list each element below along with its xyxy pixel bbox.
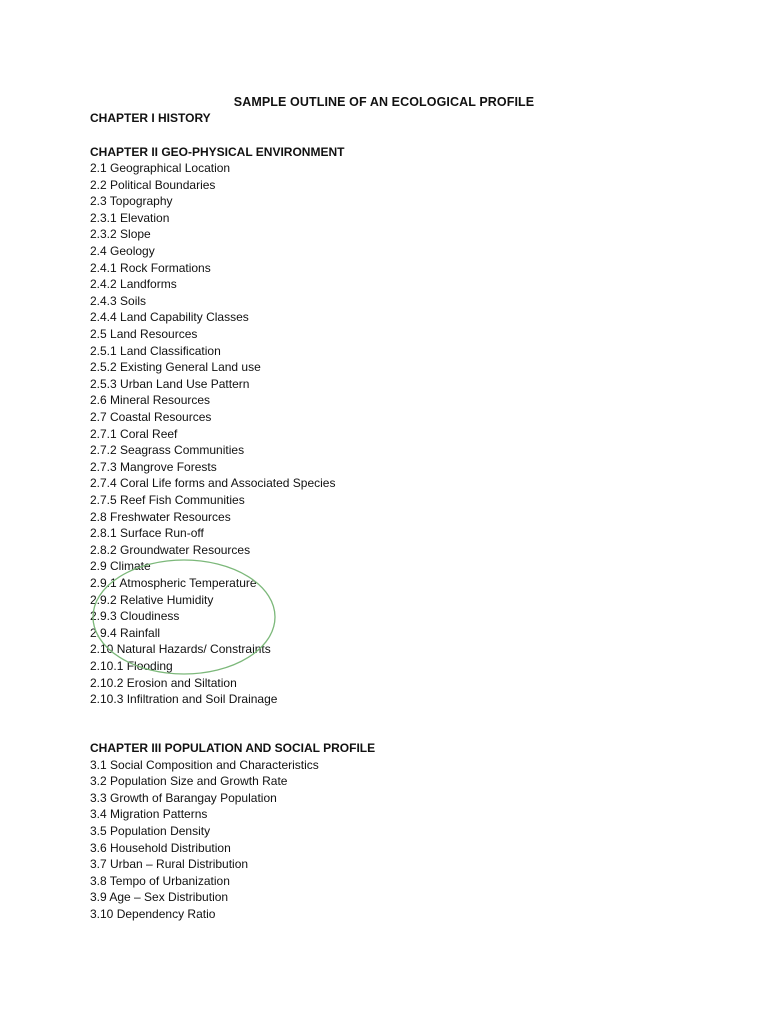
chapter-1-heading: CHAPTER I HISTORY [90,111,211,125]
outline-item-2-5-1: 2.5.1 Land Classification [90,343,221,358]
outline-item-3-4: 3.4 Migration Patterns [90,807,208,822]
outline-item-2-9-1: 2.9.1 Atmospheric Temperature [90,575,257,590]
document-title: SAMPLE OUTLINE OF AN ECOLOGICAL PROFILE [233,95,535,109]
outline-item-2-9-2: 2.9.2 Relative Humidity [90,592,214,607]
outline-item-2-3-2: 2.3.2 Slope [90,227,151,242]
outline-item-2-10: 2.10 Natural Hazards/ Constraints [90,642,271,657]
outline-item-2-7: 2.7 Coastal Resources [90,410,212,424]
outline-item-3-5: 3.5 Population Density [90,823,211,838]
chapter-3-section [90,740,375,923]
outline-item-2-5-2: 2.5.2 Existing General Land use [90,360,261,375]
chapter-1-section [90,110,211,127]
outline-item-2-5: 2.5 Land Resources [90,327,198,342]
outline-item-2-6: 2.6 Mineral Resources [90,393,211,408]
outline-item-2-7-4: 2.7.4 Coral Life forms and Associated Species [90,476,336,491]
outline-item-2-4: 2.4 Geology [90,244,155,259]
outline-item-2-5-3: 2.5.3 Urban Land Use Pattern [90,376,250,391]
outline-item-2-4-1: 2.4.1 Rock Formations [90,260,211,275]
outline-item-3-10: 3.10 Dependency Ratio [90,906,216,921]
outline-item-2-7-5: 2.7.5 Reef Fish Communities [90,492,245,507]
outline-item-2-8: 2.8 Freshwater Resources [90,509,231,524]
outline-item-3-9: 3.9 Age – Sex Distribution [90,890,229,905]
outline-item-2-9-3: 2.9.3 Cloudiness [90,609,180,624]
outline-item-2-3-1: 2.3.1 Elevation [90,210,170,225]
outline-item-2-7-3: 2.7.3 Mangrove Forests [90,459,217,474]
outline-item-2-7-1: 2.7.1 Coral Reef [90,426,178,441]
outline-item-2-9: 2.9 Climate [90,559,151,574]
outline-item-2-1: 2.1 Geographical Location [90,161,231,176]
outline-item-3-7: 3.7 Urban – Rural Distribution [90,857,249,872]
chapter-3-heading: CHAPTER III POPULATION AND SOCIAL PROFILE [90,741,376,755]
outline-item-2-2: 2.2 Political Boundaries [90,177,216,192]
outline-item-3-1: 3.1 Social Composition and Characteristics [90,757,319,772]
outline-item-3-2: 3.2 Population Size and Growth Rate [90,774,288,789]
outline-item-2-7-2: 2.7.2 Seagrass Communities [90,443,245,458]
outline-item-2-10-3: 2.10.3 Infiltration and Soil Drainage [90,692,278,707]
outline-item-3-8: 3.8 Tempo of Urbanization [90,873,230,888]
outline-item-2-8-2: 2.8.2 Groundwater Resources [90,542,251,557]
outline-item-2-8-1: 2.8.1 Surface Run-off [90,526,204,541]
outline-item-3-6: 3.6 Household Distribution [90,840,231,855]
chapter-2-heading: CHAPTER II GEO-PHYSICAL ENVIRONMENT [90,144,345,159]
outline-item-2-4-3: 2.4.3 Soils [90,293,147,308]
outline-item-2-9-4: 2.9.4 Rainfall [90,625,161,640]
outline-item-3-3: 3.3 Growth of Barangay Population [90,790,277,805]
outline-item-2-4-2: 2.4.2 Landforms [90,277,177,292]
outline-item-2-10-2: 2.10.2 Erosion and Siltation [90,675,237,690]
chapter-2-section [90,144,344,708]
outline-item-2-4-4: 2.4.4 Land Capability Classes [90,310,249,325]
outline-item-2-10-1: 2.10.1 Flooding [90,658,173,673]
outline-item-2-3: 2.3 Topography [90,194,173,209]
